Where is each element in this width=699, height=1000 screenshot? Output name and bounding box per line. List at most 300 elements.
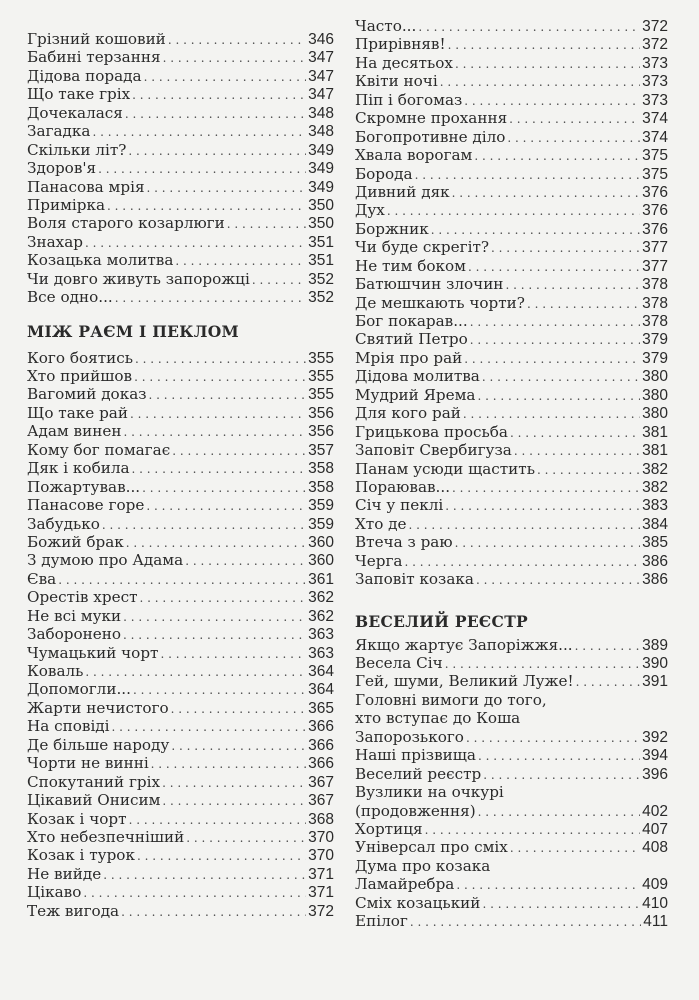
toc-entry-page: 370 [308,847,334,865]
toc-entry-title: Загадка [27,122,91,141]
dot-leader [466,729,640,747]
toc-entry-page: 347 [308,49,334,67]
toc-entry-page: 379 [642,331,668,349]
toc-entry-page: 372 [308,902,334,920]
dot-leader [58,571,306,589]
toc-entry-title: Божий брак [27,532,124,551]
toc-entry[interactable] [355,91,668,109]
toc-entry[interactable] [27,846,334,864]
toc-entry-page: 372 [642,36,668,54]
dot-leader [126,534,306,552]
toc-entry-title: Єва [27,569,57,588]
toc-entry-page: 386 [642,571,668,589]
toc-entry-page: 410 [642,894,668,912]
toc-entry-page: 374 [642,110,668,128]
toc-entry-title: Цікаво [27,883,82,902]
toc-entry[interactable] [27,385,334,403]
dot-leader [137,847,306,865]
dot-leader [185,552,306,570]
toc-entry[interactable] [355,496,668,514]
toc-entry-title: Здоров'я [27,159,97,178]
toc-entry-title: Дух [355,201,385,220]
toc-entry[interactable] [27,717,334,735]
toc-entry[interactable] [27,607,334,625]
toc-entry-title: Універсал про сміх [355,838,508,857]
toc-entry-title: Хортиця [355,819,423,838]
dot-leader [175,252,306,270]
dot-leader [147,179,307,197]
toc-entry-page: 356 [308,423,334,441]
toc-entry[interactable] [355,672,668,690]
toc-entry-title: Заборонено [27,625,122,644]
dot-leader [160,645,306,663]
dot-leader [98,160,306,178]
toc-entry[interactable] [27,644,334,662]
toc-entry-title: Пораював... [355,477,451,496]
toc-entry[interactable] [27,662,334,680]
toc-entry-page: 349 [308,178,334,196]
toc-entry-title: Боржник [355,219,429,238]
toc-entry-page: 371 [308,884,334,902]
dot-leader [146,497,306,515]
toc-entry-title: Дяк і кобила [27,459,130,478]
toc-entry[interactable] [27,349,334,367]
toc-entry[interactable] [27,196,334,214]
toc-entry-page: 347 [308,86,334,104]
toc-entry-title: Дочекалася [27,103,123,122]
toc-entry-title: Сміх козацький [355,893,481,912]
toc-entry-page: 367 [308,792,334,810]
toc-entry-page: 374 [642,128,668,146]
toc-entry-page: 366 [308,718,334,736]
toc-entry-title: Вагомий доказ [27,385,147,404]
dot-leader [491,239,640,257]
toc-entry[interactable] [27,570,334,588]
dot-leader [162,774,306,792]
toc-entry[interactable] [355,146,668,164]
toc-entry-page: 350 [308,215,334,233]
toc-entry-title: Батюшчин злочин [355,275,504,294]
dot-leader [144,68,307,86]
toc-entry-page: 356 [308,404,334,422]
toc-entry[interactable] [27,85,334,103]
toc-entry-title: Дідова порада [27,66,142,85]
dot-leader [452,184,640,202]
toc-entry-page: 348 [308,123,334,141]
toc-entry[interactable] [27,367,334,385]
toc-entry-title: Дивний дяк [355,182,450,201]
toc-entry[interactable] [355,404,668,422]
toc-entry-page: 389 [642,636,668,654]
toc-entry-page: 392 [642,728,668,746]
toc-entry[interactable] [355,275,668,293]
dot-leader [410,913,641,931]
toc-entry-title: Святий Петро [355,330,468,349]
toc-list-right-top [355,17,668,589]
dot-leader [132,86,306,104]
dot-leader [537,461,640,479]
toc-entry-title: Не всі муки [27,606,122,625]
toc-entry-title: Спокутаний гріх [27,772,161,791]
dot-leader [510,424,640,442]
toc-entry-page: 351 [308,233,334,251]
toc-entry[interactable] [27,902,334,920]
dot-leader [103,866,306,884]
toc-entry-title: Все одно... [27,288,113,307]
toc-entry[interactable] [27,178,334,196]
toc-entry-page: 378 [642,313,668,330]
toc-entry-title: Мрія про рай [355,348,463,367]
toc-entry-title: Хто де [355,514,407,533]
section-title: ВЕСЕЛИЙ РЕЄСТР [355,611,528,631]
toc-list-right-section [355,636,668,931]
toc-entry[interactable] [355,183,668,201]
dot-leader [455,534,641,552]
toc-entry-page: 360 [308,552,334,570]
toc-entry-title: Чорти не винні [27,754,149,773]
toc-entry-title: Для кого рай [355,404,461,423]
toc-entry-title: Прирівняв! [355,35,446,54]
dot-leader [151,755,306,773]
dot-leader [505,276,640,294]
toc-entry-title: Адам винен [27,422,122,441]
toc-entry-title: Богопротивне діло [355,127,506,146]
toc-entry[interactable] [355,367,668,385]
dot-leader [478,803,640,821]
toc-entry-page: 361 [308,570,334,588]
dot-leader [409,516,641,534]
dot-leader [575,637,640,655]
toc-entry-title: Кого боятись [27,348,133,367]
toc-entry[interactable] [27,533,334,551]
toc-entry-page: 355 [308,386,334,404]
toc-entry-title: Заповіт козака [355,570,474,589]
toc-entry[interactable] [27,422,334,440]
dot-leader [576,673,641,691]
toc-entry[interactable] [355,912,668,930]
toc-entry[interactable] [27,883,334,901]
toc-entry-title: Панам усюди щастить [355,459,535,478]
toc-entry[interactable] [27,48,334,66]
toc-entry[interactable] [27,865,334,883]
toc-entry-page: 349 [308,160,334,178]
toc-entry-page: 371 [308,865,334,883]
toc-entry-title: Втеча з раю [355,533,453,552]
toc-entry[interactable] [27,588,334,606]
toc-entry-title: Скромне прохання [355,109,508,128]
toc-entry[interactable] [355,441,668,459]
toc-entry-page: 347 [308,67,334,85]
toc-entry[interactable] [355,35,668,53]
toc-entry[interactable] [27,551,334,569]
toc-entry-page: 375 [642,147,668,165]
dot-leader [482,368,640,386]
dot-leader [514,442,640,460]
toc-entry-title: Ламайребра [355,875,455,894]
toc-entry-page: 365 [308,699,334,717]
toc-entry[interactable] [27,288,334,306]
toc-entry-title: Бабині терзання [27,48,161,67]
toc-entry-page: 352 [308,270,334,288]
toc-entry[interactable] [355,875,668,893]
toc-entry-page: 349 [308,141,334,159]
toc-entry-page: 367 [308,773,334,791]
toc-entry[interactable] [27,625,334,643]
toc-entry-title-line: Дума про козака [355,856,491,875]
toc-entry[interactable] [355,386,668,404]
section-title: МІЖ РАЄМ І ПЕКЛОМ [27,321,239,341]
toc-entry-page: 380 [642,386,668,404]
toc-entry[interactable] [27,214,334,232]
dot-leader [387,202,640,220]
toc-entry-page: 359 [308,497,334,515]
toc-entry-title: Коваль [27,662,84,680]
toc-entry-title: Черга [355,551,403,570]
dot-leader [507,129,640,147]
dot-leader [482,895,640,913]
toc-entry-page: 377 [642,257,668,275]
toc-entry[interactable] [27,441,334,459]
toc-entry-page: 364 [308,663,334,680]
toc-entry-page: 366 [308,755,334,773]
toc-entry[interactable] [355,349,668,367]
toc-entry-page: 358 [308,460,334,478]
toc-entry[interactable] [27,736,334,754]
toc-entry-page: 350 [308,196,334,214]
toc-entry[interactable] [355,17,668,35]
toc-entry-page: 362 [308,607,334,625]
dot-leader [123,626,306,644]
dot-leader [456,876,640,894]
toc-entry-title: Де мешкають чорти? [355,293,525,312]
dot-leader [455,55,640,73]
toc-list-left-top [27,30,334,307]
toc-entry-title: Козак і турок [27,846,135,865]
toc-entry[interactable] [27,141,334,159]
toc-entry-title: Епілог [355,912,408,931]
toc-entry[interactable] [27,515,334,533]
dot-leader [128,142,306,160]
toc-entry[interactable] [27,104,334,122]
dot-leader [476,571,640,589]
toc-entry-page: 376 [642,220,668,238]
toc-entry[interactable] [27,699,334,717]
toc-entry-title: Грізний кошовий [27,30,166,48]
toc-entry-page: 408 [642,839,668,857]
dot-leader [527,295,640,313]
toc-entry-title: Піп і богомаз [355,90,463,109]
toc-entry[interactable] [27,270,334,288]
toc-entry-page: 355 [308,349,334,367]
toc-entry-page: 348 [308,104,334,122]
dot-leader [168,31,306,49]
toc-entry[interactable] [355,838,668,856]
toc-entry[interactable] [355,165,668,183]
toc-entry-title: З думою про Адама [27,551,184,570]
toc-entry-title: Де більше народу [27,735,170,754]
toc-entry-page: 375 [642,165,668,183]
toc-entry-page: 386 [642,552,668,570]
toc-entry[interactable] [355,294,668,312]
toc-entry[interactable] [355,238,668,256]
toc-entry[interactable] [355,654,668,672]
toc-entry-title-line: хто вступає до Коша [355,709,521,728]
toc-entry[interactable] [355,257,668,275]
toc-entry-title: Забудько [27,514,100,533]
dot-leader [470,331,640,349]
dot-leader [468,258,640,276]
toc-entry-page: 379 [642,349,668,367]
toc-entry[interactable] [27,233,334,251]
dot-leader [149,386,307,404]
dot-leader [142,479,306,497]
dot-leader [162,792,306,810]
toc-entry[interactable] [27,680,334,698]
toc-entry-page: 382 [642,478,668,496]
toc-entry[interactable] [355,220,668,238]
toc-entry[interactable] [27,791,334,809]
toc-entry-page: 368 [308,810,334,828]
toc-entry-page: 385 [642,534,668,552]
toc-entry-title: Хто прийшов [27,367,133,385]
dot-leader [452,479,640,497]
toc-entry-page: 373 [642,54,668,72]
toc-entry-page: 394 [642,747,668,765]
toc-entry-title: Веселий реєстр [355,764,482,783]
toc-entry[interactable] [355,201,668,219]
dot-leader [463,405,640,423]
dot-leader [102,516,306,534]
dot-leader [85,234,306,252]
toc-entry[interactable] [27,810,334,828]
toc-entry[interactable] [355,72,668,90]
toc-entry-page: 363 [308,644,334,662]
toc-entry-title: Цікавий Онисим [27,791,161,810]
toc-entry[interactable] [355,552,668,570]
toc-entry[interactable] [355,570,668,588]
toc-entry-page: 377 [642,239,668,257]
toc-entry[interactable] [355,802,668,820]
toc-entry[interactable] [355,128,668,146]
toc-entry-page: 409 [642,876,668,894]
toc-entry-title: Що таке рай [27,403,128,422]
toc-entry-title: Не тим боком [355,256,466,275]
toc-entry-title-line: Головні вимоги до того, [355,690,547,709]
toc-entry[interactable] [355,460,668,478]
dot-leader [464,350,640,368]
toc-entry-page: 351 [308,252,334,270]
toc-entry-page: 380 [642,405,668,423]
dot-leader [83,884,306,902]
toc-entry-title: Кому бог помагає [27,440,171,459]
toc-entry[interactable] [27,122,334,140]
toc-entry[interactable] [355,765,668,783]
dot-leader [510,839,640,857]
dot-leader [107,197,306,215]
toc-entry-page: 383 [642,497,668,515]
toc-entry[interactable] [355,894,668,912]
dot-leader [478,747,640,765]
toc-entry-page: 411 [643,913,668,931]
toc-entry[interactable] [355,478,668,496]
dot-leader [474,147,640,165]
toc-entry[interactable] [27,478,334,496]
toc-entry-title: Орестів хрест [27,588,138,607]
dot-leader [415,166,641,184]
toc-entry-page: 373 [642,73,668,91]
toc-entry-page: 360 [308,533,334,551]
toc-entry[interactable] [27,459,334,477]
dot-leader [172,442,306,460]
dot-leader [448,36,641,54]
toc-entry[interactable] [355,515,668,533]
toc-entry-title: (продовження) [355,801,476,820]
toc-entry[interactable] [355,312,668,330]
toc-entry-page: 372 [642,18,668,35]
dot-leader [425,821,641,839]
toc-entry[interactable] [27,754,334,772]
toc-entry[interactable] [355,820,668,838]
toc-entry[interactable] [355,54,668,72]
toc-entry-page: 384 [642,515,668,533]
toc-entry[interactable] [355,109,668,127]
dot-leader [115,289,306,307]
toc-entry[interactable] [27,828,334,846]
toc-entry-title: Допомогли... [27,680,131,699]
toc-entry-title: Хто небезпечніший [27,827,185,846]
toc-entry-title: Борода [355,164,413,183]
dot-leader [445,655,640,673]
dot-leader [121,903,306,921]
dot-leader [123,608,306,626]
dot-leader [483,766,640,784]
toc-entry[interactable] [27,30,334,48]
toc-entry-title: Якщо жартує Запоріжжя... [355,635,573,654]
toc-entry[interactable] [355,533,668,551]
toc-entry[interactable] [27,67,334,85]
toc-entry-page: 362 [308,589,334,607]
toc-entry[interactable] [27,496,334,514]
toc-entry[interactable] [27,159,334,177]
toc-entry-page: 352 [308,289,334,307]
dot-leader [133,681,306,699]
toc-entry[interactable] [355,746,668,764]
toc-entry-page: 381 [642,423,668,441]
dot-leader [92,123,306,141]
toc-entry-page: 358 [308,478,334,496]
toc-entry-title: Січ у пеклі [355,496,444,515]
toc-entry[interactable] [355,423,668,441]
toc-entry-title: Гей, шуми, Великий Луже! [355,672,574,691]
toc-entry[interactable] [27,251,334,269]
toc-entry[interactable] [27,773,334,791]
toc-entry-title-line: Вузлики на очкурі [355,783,504,802]
dot-leader [135,350,306,368]
toc-entry-title: Часто... [355,17,417,35]
toc-entry-title: На сповіді [27,717,110,736]
toc-entry[interactable] [355,636,668,654]
toc-entry-title: Бог покарав... [355,312,468,330]
dot-leader [123,423,306,441]
dot-leader [85,663,306,681]
toc-entry[interactable] [27,404,334,422]
toc-entry[interactable] [355,728,668,746]
dot-leader [440,73,640,91]
dot-leader [404,553,640,571]
toc-entry-title: Запорозького [355,727,464,746]
dot-leader [134,368,306,386]
toc-entry[interactable] [355,330,668,348]
